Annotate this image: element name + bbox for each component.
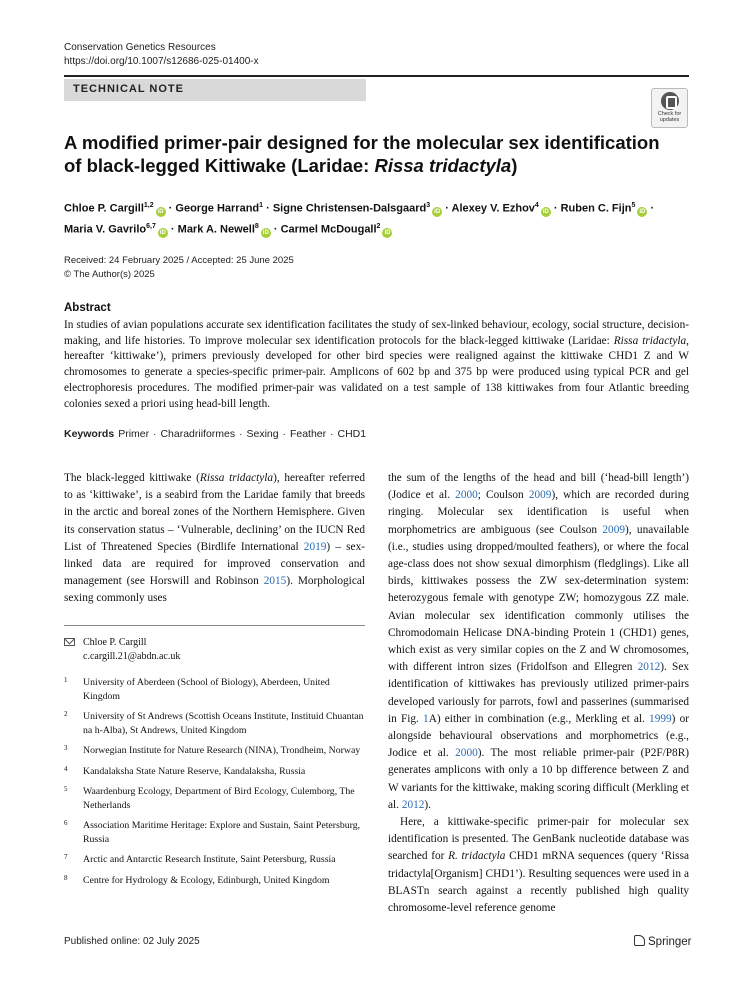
author-name[interactable]: Ruben C. Fijn <box>560 202 632 215</box>
check-for-updates-badge[interactable] <box>651 88 688 128</box>
body-left-b: ), hereafter referred to as ‘kittiwake’, is a seabird from the Laridae family that breeds in the arctic and boreal zones of the Northern Hemisphere. Given its conservation status – ‘Vulnerable, declining’ on the IUCN Red List of Threatened Species (Birdlife International <box>64 472 365 553</box>
orcid-icon[interactable]: iD <box>159 229 166 236</box>
received-accepted: Received: 24 February 2025 / Accepted: 25 June 2025 <box>64 255 294 266</box>
body-right-i: ). <box>424 798 431 811</box>
keyword-separator: · <box>326 428 338 440</box>
keyword: Feather <box>289 428 327 440</box>
author-affiliation-marker: 1 <box>259 202 264 209</box>
author-list <box>64 197 689 239</box>
citation-link[interactable]: 2012 <box>637 661 661 674</box>
author-affiliation-marker: 8 <box>254 223 259 231</box>
affiliation-text: Centre for Hydrology & Ecology, Edinburgh, United Kingdom <box>83 874 330 886</box>
publisher-name: Springer <box>648 936 692 948</box>
citation-link[interactable]: 2019 <box>303 540 327 553</box>
author-affiliation-marker: 3 <box>426 202 431 209</box>
body-right-paragraph-2 <box>388 814 689 917</box>
title-line-2-prefix: of black-legged Kittiwake (Laridae: <box>64 155 375 176</box>
body-right-h: ). The most reliable primer-pair (P2F/P8R) generates amplicons with only a 10 bp difference between Z and W variants for the kittiwake, making scoring difficult (Merkling et al. <box>388 747 689 811</box>
affiliation-text: Association Maritime Heritage: Explore and Sustain, Saint Petersburg, Russia <box>83 820 361 845</box>
corresponding-author: Chloe P. Cargill <box>83 637 147 648</box>
abstract-heading: Abstract <box>64 302 111 314</box>
affiliation-number: 1 <box>64 676 68 684</box>
journal-name: Conservation Genetics Resources <box>64 42 216 53</box>
springer-horse-icon <box>634 935 645 946</box>
envelope-icon <box>64 638 75 646</box>
body-left-c: ) – sex-linked data are required for improved conservation and management (see Horswill and Robinson <box>64 540 365 588</box>
affiliation-number: 7 <box>64 853 68 861</box>
title-species: Rissa tridactyla <box>374 155 512 176</box>
author-affiliation-marker: 4 <box>534 202 539 209</box>
body-left-a: The black-legged kittiwake ( <box>64 472 200 484</box>
body-right-p2b: CHD1 mRNA sequences (query ‘Rissa tridactyla[Organism] CHD1’). Resulting sequences were used in a BLASTn search against a recently published high quality chromosome-level reference genome <box>388 850 689 915</box>
keyword: Primer <box>118 428 150 440</box>
abstract-species: Rissa tridactyla <box>613 334 687 347</box>
author-name[interactable]: Carmel McDougall <box>280 223 377 236</box>
body-right-species: R. tridactyla <box>448 850 506 863</box>
body-right-g: ) or alongside behavioural observations and morphometrics (e.g., Jodice et al. <box>388 712 689 760</box>
citation-link[interactable]: 2009 <box>528 489 552 502</box>
badge-label: Check for updates <box>657 111 682 123</box>
orcid-icon[interactable]: iD <box>157 208 164 215</box>
body-right-d: ), unavailable (i.e., studies using dropped/moulted feathers), or where the focal age-class does not show sexual dimorphism (fledglings). Like all birds, kittiwakes possess the ZW sex-determination system: heterozygous female with genotype ZW; homozygous ZZ male. Avian molecular sex identification commonly utilises the Chromodomain Helicase DNA-binding Protein 1 (CHD1) genes, which exist as very similar copies on the Z and W chromosomes, with different intron sizes (Fridolfson and Ellegren <box>388 523 689 674</box>
keyword: CHD1 <box>337 428 367 440</box>
abstract-text <box>64 318 689 412</box>
published-online: Published online: 02 July 2025 <box>64 936 200 947</box>
author-separator: · <box>270 223 281 236</box>
author-name[interactable]: Maria V. Gavrilo <box>64 223 147 236</box>
affiliation-text: University of Aberdeen (School of Biology), Aberdeen, United Kingdom <box>83 677 330 702</box>
keywords-label: Keywords <box>64 428 115 440</box>
body-right-b: ; Coulson <box>477 489 529 502</box>
affiliation-number: 3 <box>64 744 68 752</box>
affiliation-text: Arctic and Antarctic Research Institute, Saint Petersburg, Russia <box>83 854 336 865</box>
article-dates <box>64 254 294 281</box>
keyword-separator: · <box>149 428 161 440</box>
author-separator: · <box>442 202 452 215</box>
body-right-p2a: Here, a kittiwake-specific primer-pair for molecular sex identification is presented. The GenBank nucleotide database was searched for <box>388 816 689 863</box>
footnote-divider <box>64 625 365 626</box>
body-left-d: ). Morphological sexing commonly uses <box>64 575 365 605</box>
abstract-part-1: In studies of avian populations accurate sex identification facilitates the study of sex-linked behaviour, ecology, social structure, decision-making, and life histories. To improve molecular sex identification protocols for the black-legged kittiwake (Laridae: <box>64 319 689 347</box>
keyword: Sexing <box>246 428 279 440</box>
keywords <box>64 428 366 440</box>
citation-link[interactable]: 2009 <box>602 523 625 536</box>
title-line-2-suffix: ) <box>511 155 518 176</box>
body-left-species: Rissa tridactyla <box>199 472 274 484</box>
orcid-icon[interactable]: iD <box>384 229 391 236</box>
affiliation-number: 8 <box>64 873 68 882</box>
affiliation <box>64 765 365 779</box>
abstract-part-2: , hereafter ‘kittiwake’), primers previously developed for other bird species were realigned against the kittiwake CHD1 Z and W chromosomes to generate a species-specific primer-pair. Amplicons of 602 bp and 375 bp were produced using typical PCR and gel electrophoresis procedures. The modified primer-pair was validated on a test sample of 138 kittiwakes from four Atlantic breeding colonies sexed a priori using head-bill length. <box>64 334 689 410</box>
author-affiliation-marker: 5 <box>631 202 636 209</box>
orcid-icon[interactable]: iD <box>262 229 269 236</box>
affiliation-text: Norwegian Institute for Nature Research (NINA), Trondheim, Norway <box>83 745 361 756</box>
author-affiliation-marker: 2 <box>376 223 381 231</box>
keyword-separator: · <box>235 428 247 440</box>
author-affiliation-marker: 6,7 <box>146 223 156 231</box>
article-type-band: TECHNICAL NOTE <box>64 79 366 101</box>
citation-link[interactable]: 2000 <box>455 747 478 760</box>
body-column-right <box>388 470 689 917</box>
affiliation <box>64 744 365 758</box>
affiliation-number: 4 <box>64 764 68 773</box>
affiliation-text: Waardenburg Ecology, Department of Bird Ecology, Culemborg, The Netherlands <box>83 786 355 811</box>
affiliation <box>64 874 365 888</box>
citation-link[interactable]: 1999 <box>649 712 672 725</box>
affiliation-text: University of St Andrews (Scottish Oceans Institute, Instituid Chuantan na h-Alba), St Andrews, United Kingdom <box>83 711 364 736</box>
copyright: © The Author(s) 2025 <box>64 268 155 280</box>
doi-link[interactable]: https://doi.org/10.1007/s12686-025-01400-x <box>64 56 259 67</box>
affiliation <box>64 710 365 737</box>
citation-link[interactable]: 2012 <box>401 798 425 811</box>
author-separator: · <box>165 202 176 215</box>
article-title <box>64 131 664 177</box>
author-name[interactable]: George Harrand <box>175 202 260 215</box>
author-separator: · <box>263 202 273 215</box>
citation-link[interactable]: 2015 <box>263 575 287 588</box>
affiliation-text: Kandalaksha State Nature Reserve, Kandalaksha, Russia <box>83 765 306 777</box>
corresponding-email[interactable]: c.cargill.21@abdn.ac.uk <box>83 650 181 662</box>
author-name[interactable]: Mark A. Newell <box>177 223 255 236</box>
author-affiliation-marker: 1,2 <box>143 202 154 209</box>
body-right-c: ), which are recorded during ringing. Molecular sex identification is useful when morphometrics are ambiguous (see Coulson <box>388 489 689 536</box>
check-for-updates-icon <box>661 92 679 110</box>
body-right-e: ). Sex identification of kittiwakes has previously utilized primer-pairs developed variously for parrots, fowl and passerines (summarised in Fig. <box>388 661 689 725</box>
affiliation <box>64 819 365 846</box>
orcid-icon[interactable]: iD <box>542 208 549 215</box>
affiliation-number: 2 <box>64 710 68 718</box>
affiliation <box>64 785 365 812</box>
author-name[interactable]: Chloe P. Cargill <box>64 202 144 215</box>
figure-link[interactable]: 1 <box>423 712 429 725</box>
body-column-left <box>64 470 365 608</box>
correspondence-block <box>64 636 365 663</box>
keyword-separator: · <box>278 428 290 440</box>
keyword: Charadriiformes <box>160 428 236 440</box>
affiliation-number: 5 <box>64 785 68 793</box>
citation-link[interactable]: 2000 <box>455 489 478 502</box>
author-name[interactable]: Signe Christensen-Dalsgaard <box>272 202 427 215</box>
author-separator: · <box>550 202 561 215</box>
affiliation <box>64 853 365 867</box>
author-separator: · <box>167 223 178 236</box>
figure-panel: A <box>428 712 437 725</box>
orcid-icon[interactable]: iD <box>434 208 441 215</box>
affiliation-number: 6 <box>64 819 68 827</box>
body-right-f: ) either in combination (e.g., Merkling et al. <box>436 712 650 725</box>
orcid-icon[interactable]: iD <box>639 208 646 215</box>
affiliation-list <box>64 676 365 894</box>
title-line-1: A modified primer-pair designed for the molecular sex identification <box>64 132 660 153</box>
author-separator: · <box>647 202 655 215</box>
affiliation <box>64 676 365 703</box>
header-rule <box>64 75 689 77</box>
body-right-a: the sum of the lengths of the head and bill (‘head-bill length’) (Jodice et al. <box>388 472 689 502</box>
author-name[interactable]: Alexey V. Ezhov <box>451 202 535 215</box>
publisher-logo[interactable] <box>634 935 691 948</box>
